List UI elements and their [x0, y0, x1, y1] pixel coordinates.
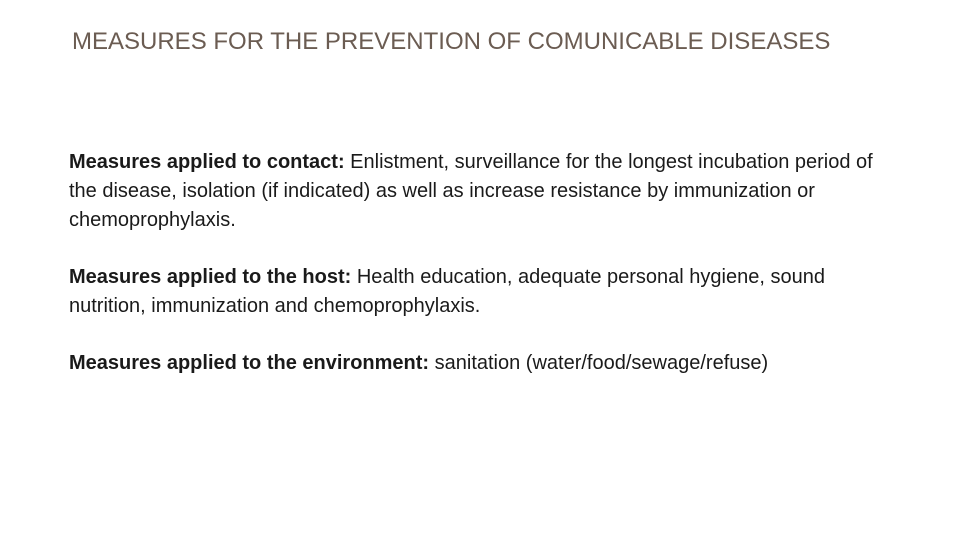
paragraph-contact-measures [69, 148, 889, 235]
paragraph-text: Enlistment, surveillance for the longest incubation period of the disease, isolation (if indicated) as well as increase resistance by immunization or chemoprophylaxis. [69, 151, 873, 231]
paragraph-lead: Measures applied to the host: [69, 266, 352, 288]
paragraph-lead: Measures applied to contact: [69, 151, 345, 173]
slide-body [69, 148, 889, 378]
paragraph-text: Health education, adequate personal hygiene, sound nutrition, immunization and chemoprophylaxis. [69, 266, 825, 317]
paragraph-text: sanitation (water/food/sewage/refuse) [429, 352, 769, 374]
paragraph-lead: Measures applied to the environment: [69, 352, 430, 374]
slide-title: MEASURES FOR THE PREVENTION OF COMUNICABLE DISEASES [72, 28, 831, 55]
paragraph-environment-measures [69, 349, 889, 378]
paragraph-host-measures [69, 263, 889, 321]
